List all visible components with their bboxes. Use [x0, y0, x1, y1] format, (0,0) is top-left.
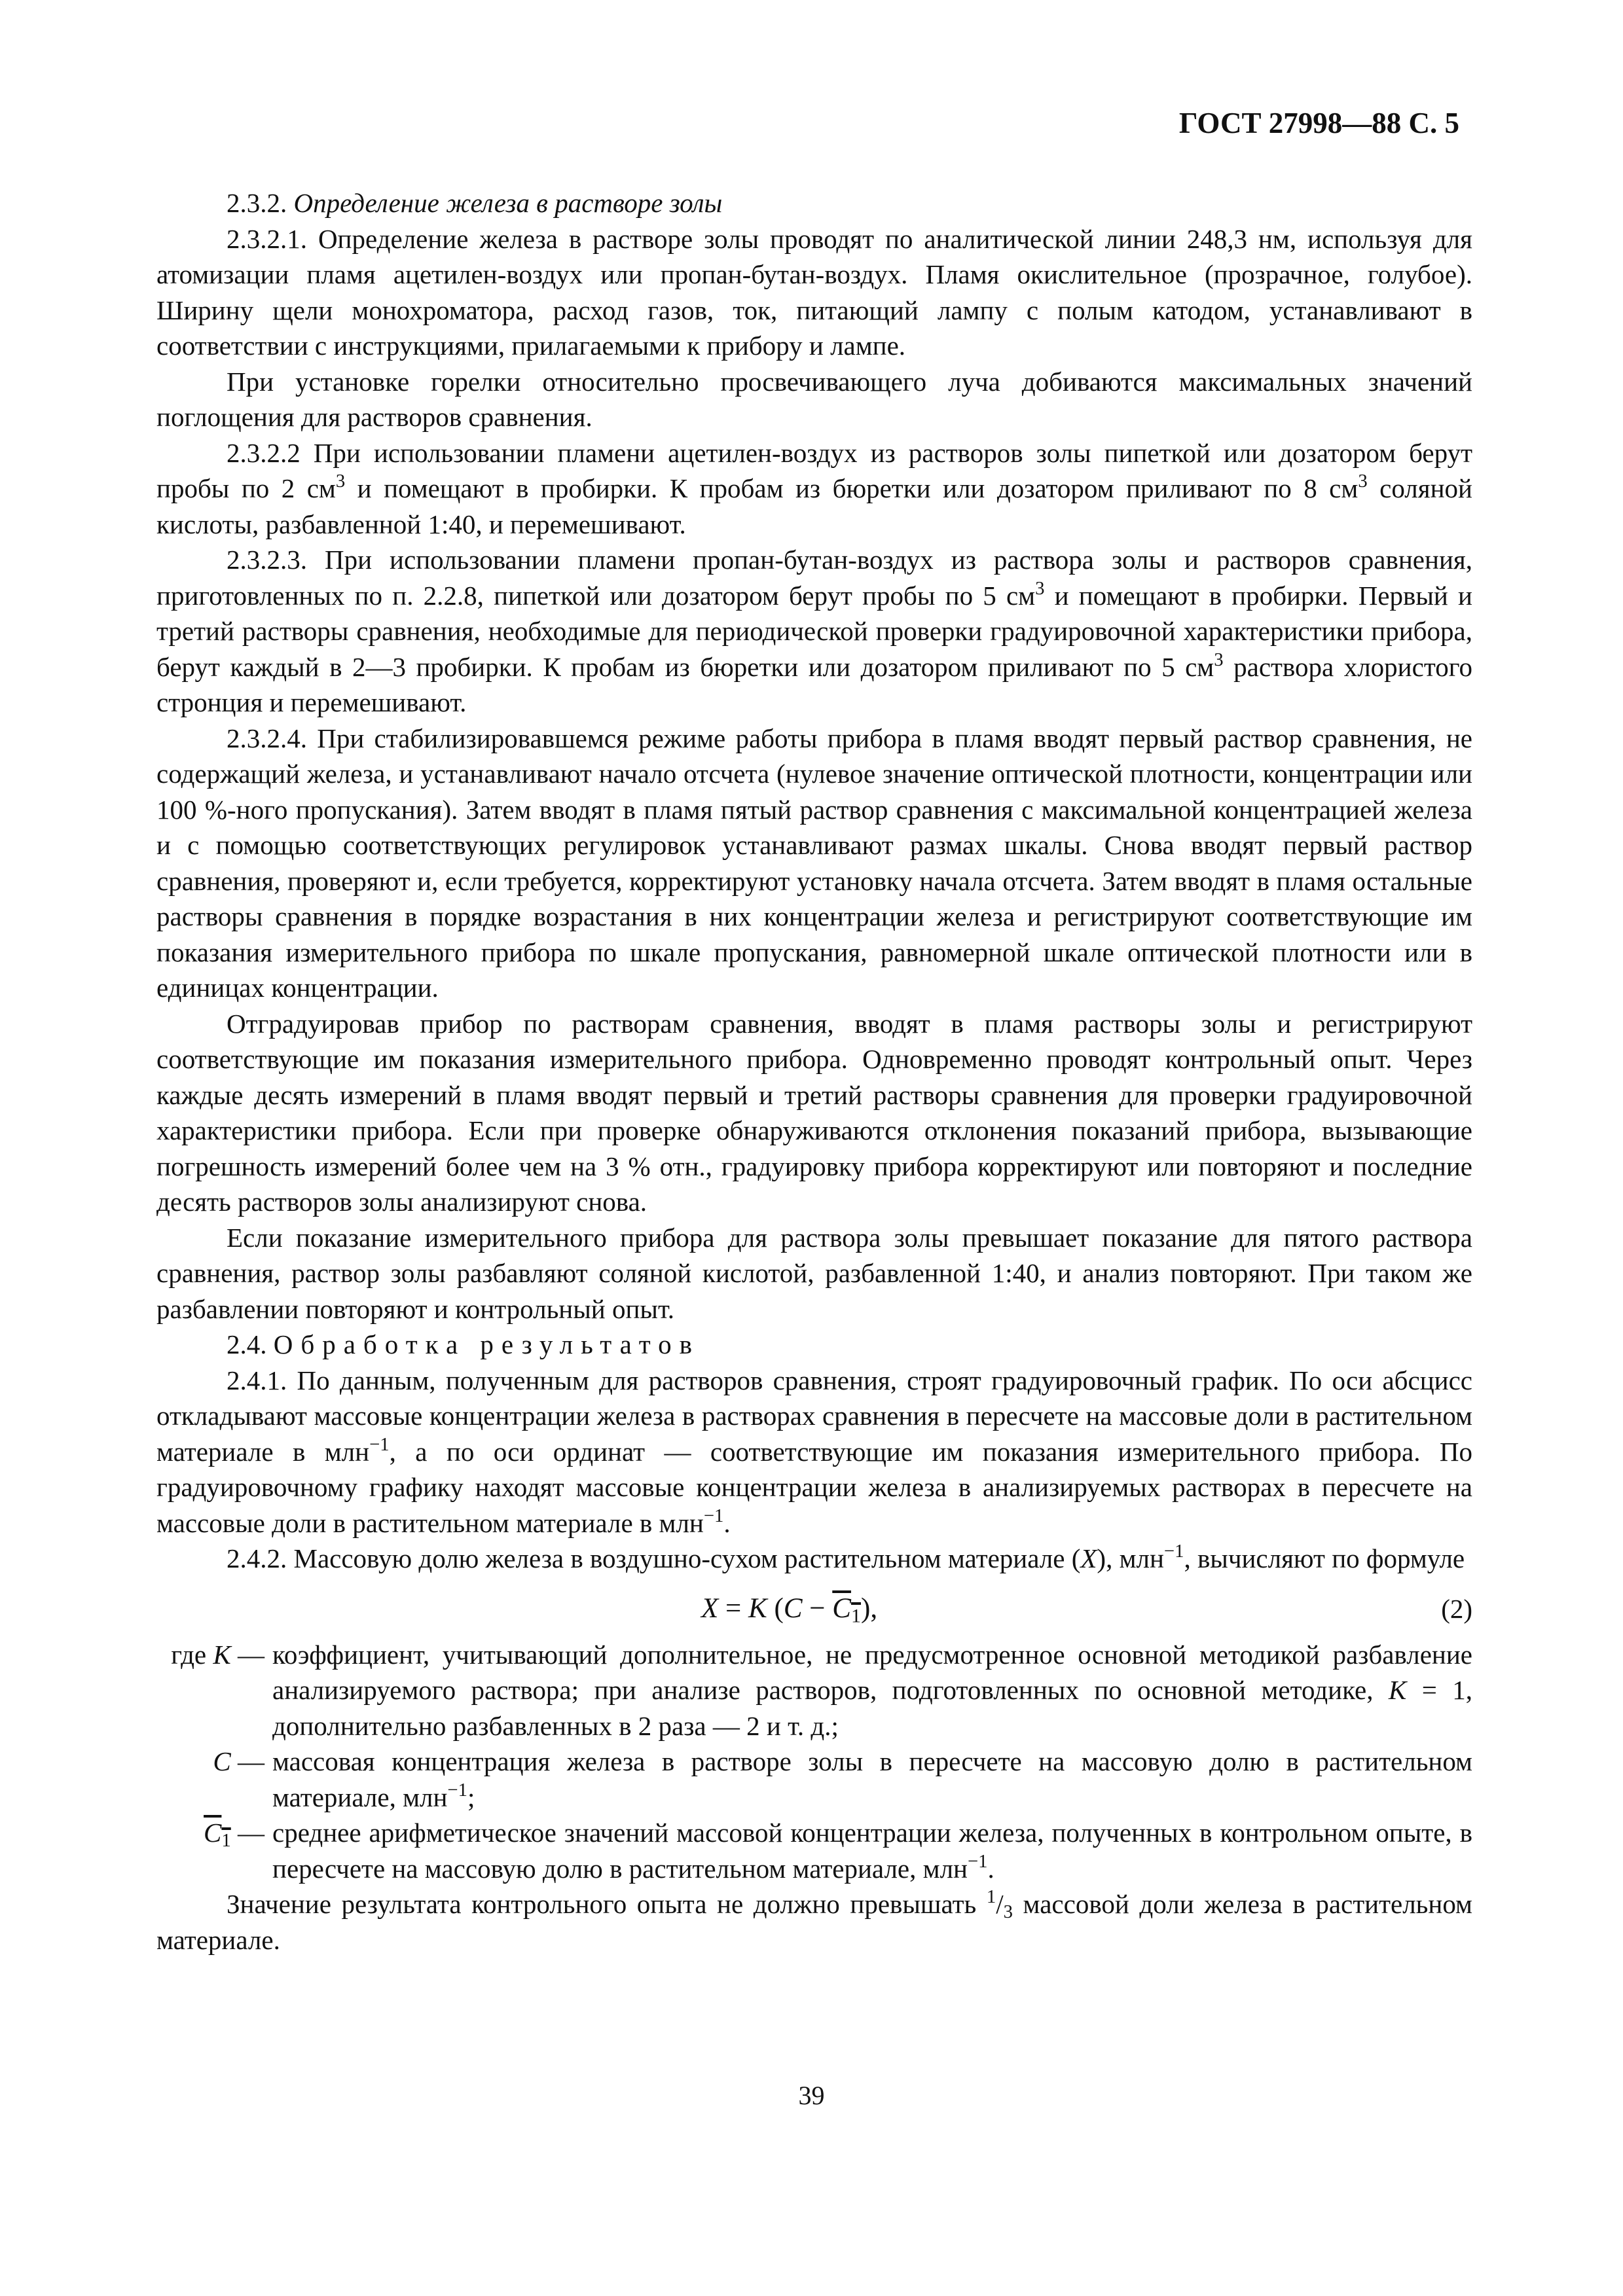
definition-subscript: 1: [221, 1830, 231, 1852]
definition-dash: —: [230, 1818, 264, 1848]
paragraph-calibrated: Отградуировав прибор по растворам сравнения, вводят в пламя растворы золы и регистрируют соответствующие им показания измерительного прибора. Одновременно проводят контрольный опыт. Через каждые десять измерений в пламя вводят первый и третий растворы сравнения для проверки градуировочной характеристики прибора. Если при проверке обнаруживаются отклонения показаний прибора, вызывающие погрешность измерений более чем на 3 % отн., градуировку прибора корректируют или повторяют и последние десять растворов золы анализируют снова.: [156, 1008, 1472, 1217]
definition-c1: [156, 1815, 1472, 1886]
definition-text: .: [987, 1853, 994, 1884]
formula-number: (2): [1441, 1593, 1472, 1624]
superscript: 3: [1214, 649, 1224, 670]
formula-c1-letter: C: [832, 1592, 851, 1624]
paragraph-burner: При установке горелки относительно просвечивающего луча добиваются максимальных значений поглощения для растворов сравнения.: [156, 366, 1472, 432]
formula-open: (: [767, 1592, 784, 1624]
variable-k: K: [1388, 1675, 1407, 1705]
document-body: [156, 185, 1472, 1958]
definition-text: коэффициент, учитывающий дополнительное, не предусмотренное основной методикой разбавление анализируемого раствора; при анализе растворов, подготовленных по основной методике,: [272, 1639, 1472, 1705]
text-part: 2.4.1. По данным, полученным для растворов сравнения, строят градуировочный график. По оси абсцисс откладывают массовые концентрации железа в растворах сравнения в пересчете на массовые доли в растительном материале в млн: [156, 1365, 1472, 1467]
definition-key: [156, 1744, 264, 1780]
text-part: , вычисляют по формуле: [1184, 1543, 1465, 1573]
superscript: −1: [1163, 1541, 1184, 1562]
text-part: массовой доли железа в растительном материале.: [156, 1889, 1472, 1955]
definition-text: ;: [467, 1782, 475, 1812]
paragraph-2-3-2-3: [156, 542, 1472, 721]
superscript: −1: [369, 1433, 390, 1455]
section-heading-2-3-2: [156, 185, 1472, 221]
page-number: 39: [798, 2081, 825, 2110]
definition-symbol: C: [213, 1746, 231, 1776]
text-part: и помещают в пробирки. Первый и третий растворы сравнения, необходимые для периодической проверки градуировочной характеристики прибора, берут каждый в 2—3 пробирки. К пробам из бюретки или дозатором приливают по 5 см: [156, 580, 1472, 682]
text-part: раствора хлористого стронция и перемешивают.: [156, 651, 1472, 717]
formula-lhs: X: [701, 1592, 719, 1624]
fraction-denominator: 3: [1003, 1901, 1013, 1923]
formula-c1: [832, 1592, 861, 1627]
paragraph-control: [156, 1886, 1472, 1958]
formula-c1-sub: 1: [850, 1604, 861, 1627]
text-part: соляной кислоты, разбавленной 1:40, и перемешивают.: [156, 473, 1472, 539]
section-number: 2.4.: [227, 1329, 267, 1359]
text-part: ), млн: [1097, 1543, 1164, 1573]
definition-c: [156, 1744, 1472, 1815]
definition-key: [156, 1815, 264, 1851]
superscript: −1: [967, 1850, 988, 1872]
formula-minus: −: [802, 1592, 833, 1624]
definitions-list: [156, 1637, 1472, 1887]
definition-symbol-overlined: [204, 1818, 231, 1852]
variable-x: X: [1080, 1543, 1097, 1573]
formula-2: [156, 1591, 1472, 1633]
superscript: 3: [1035, 577, 1045, 599]
formula-expression: [701, 1591, 877, 1627]
text-part: 2.4.2. Массовую долю железа в воздушно-сухом растительном материале (: [227, 1543, 1081, 1573]
definition-symbol: C: [204, 1818, 222, 1848]
definition-text: среднее арифметическое значений массовой концентрации железа, полученных в контрольном опыте, в пересчете на массовую долю в растительном материале, млн: [272, 1818, 1472, 1884]
text-part: , а по оси ординат — соответствующие им показания измерительного прибора. По градуировочному графику находят массовые концентрации железа в анализируемых растворах в пересчете на массовые доли в растительном материале в млн: [156, 1436, 1472, 1538]
paragraph-exceeds: Если показание измерительного прибора для раствора золы превышает показание для пятого раствора сравнения, раствор золы разбавляют соляной кислотой, разбавленной 1:40, и анализ повторяют. При таком же разбавлении повторяют и контрольный опыт.: [156, 1222, 1472, 1324]
section-heading-2-4: [156, 1327, 1472, 1363]
paragraph-2-4-2: [156, 1541, 1472, 1577]
fraction-one-third: $^1/_3$: [986, 1886, 1013, 1923]
definition-key: [156, 1637, 264, 1673]
definition-k: [156, 1637, 1472, 1744]
definition-prefix: где: [171, 1639, 213, 1670]
formula-eq: =: [718, 1592, 749, 1624]
definition-dash: —: [230, 1746, 264, 1776]
definition-text: массовая концентрация железа в растворе золы в пересчете на массовую долю в растительном материале, млн: [272, 1746, 1472, 1812]
paragraph-2-3-2-2: [156, 435, 1472, 543]
paragraph-2-4-1: [156, 1363, 1472, 1541]
paragraph-2-3-2-4: 2.3.2.4. При стабилизировавшемся режиме работы прибора в пламя вводят первый раствор сравнения, не содержащий железа, и устанавливают начало отсчета (нулевое значение оптической плотности, концентрации или 100 %-ного пропускания). Затем вводят в пламя пятый раствор сравнения с максимальной концентрацией железа и с помощью соответствующих регулировок устанавливают размах шкалы. Снова вводят первый раствор сравнения, проверяют и, если требуется, корректируют установку начала отсчета. Затем вводят в пламя остальные растворы сравнения в порядке возрастания в них концентрации железа и регистрируют соответствующие им показания измерительного прибора по шкале пропускания, равномерной шкале оптической плотности или в единицах концентрации.: [156, 723, 1472, 1003]
section-number: 2.3.2.: [227, 188, 287, 218]
formula-c: C: [783, 1592, 803, 1624]
superscript: 3: [1358, 471, 1368, 492]
text-part: Значение результата контрольного опыта не должно превышать: [227, 1889, 987, 1919]
section-title: Определение железа в растворе золы: [293, 188, 723, 218]
text-part: 2.3.2.2 При использовании пламени ацетилен-воздух из растворов золы пипеткой или дозатором берут пробы по 2 см: [156, 437, 1472, 503]
definition-dash: —: [230, 1639, 264, 1670]
formula-close: ),: [861, 1592, 878, 1624]
definition-symbol: K: [213, 1639, 231, 1670]
definition-text: = 1, дополнительно разбавленных в 2 раза — 2 и т. д.;: [272, 1675, 1473, 1741]
formula-k: K: [748, 1592, 767, 1624]
fraction-numerator: 1: [986, 1886, 996, 1908]
text-part: и помещают в пробирки. К пробам из бюретки или дозатором приливают по 8 см: [345, 473, 1359, 503]
document-header: ГОСТ 27998—88 С. 5: [1178, 107, 1459, 139]
text-part: .: [723, 1507, 731, 1538]
superscript: −1: [703, 1505, 724, 1526]
superscript: 3: [335, 471, 346, 492]
superscript: −1: [447, 1779, 467, 1801]
section-title: Обработка результатов: [273, 1329, 701, 1359]
text-part: 2.3.2.3. При использовании пламени пропан-бутан-воздух из раствора золы и растворов сравнения, приготовленных по п. 2.2.8, пипеткой или дозатором берут пробы по 5 см: [156, 545, 1472, 611]
paragraph-2-3-2-1: 2.3.2.1. Определение железа в растворе золы проводят по аналитической линии 248,3 нм, используя для атомизации пламя ацетилен-воздух или пропан-бутан-воздух. Пламя окислительное (прозрачное, голубое). Ширину щели монохроматора, расход газов, ток, питающий лампу с полым катодом, устанавливают в соответствии с инструкциями, прилагаемыми к прибору и лампе.: [156, 223, 1472, 361]
